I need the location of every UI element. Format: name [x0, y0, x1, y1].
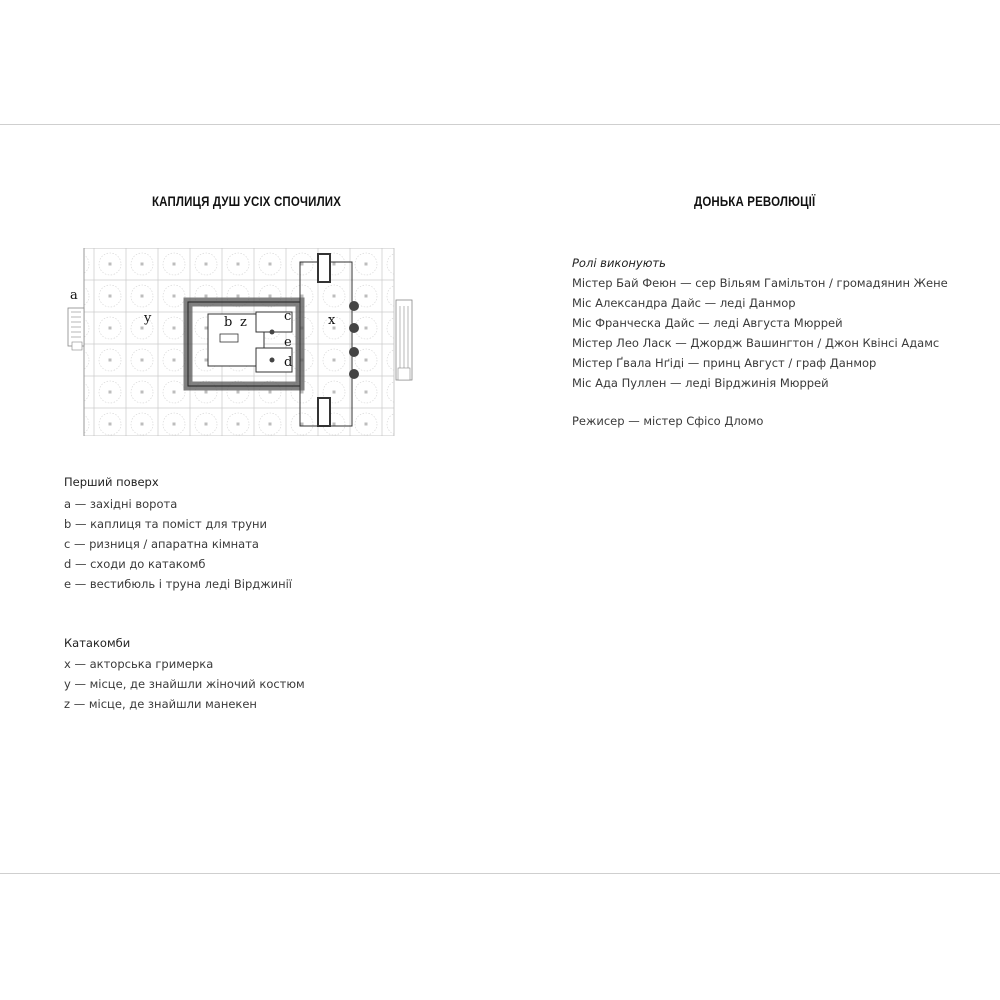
catacombs-legend	[64, 654, 305, 714]
legend-item: b — каплиця та поміст для труни	[64, 517, 268, 531]
plan-label-x: x	[328, 313, 336, 328]
plan-label-d: d	[284, 355, 293, 370]
cast-item: Містер Лео Ласк — Джордж Вашингтон / Джон Квінсі Адамс	[572, 336, 940, 350]
director-credit: Режисер — містер Сфісо Дломо	[572, 414, 764, 428]
play-title: ДОНЬКА РЕВОЛЮЦІЇ	[694, 193, 816, 209]
cast-item: Містер Бай Феюн — сер Вільям Гамільтон / громадянин Жене	[572, 276, 948, 290]
plan-label-z: z	[240, 315, 247, 330]
first-floor-legend	[64, 494, 292, 594]
cast-item: Міс Франческа Дайс — леді Августа Мюррей	[572, 316, 843, 330]
west-gate-steps	[68, 308, 84, 350]
cast-item: Містер Ґвала Нґіді — принц Август / граф Данмор	[572, 356, 877, 370]
plan-label-b: b	[224, 315, 233, 330]
legend-item: e — вестибюль і труна леді Вірджинії	[64, 577, 292, 591]
plan-label-y: y	[144, 311, 152, 326]
cast-item: Міс Ада Пуллен — леді Вірджинія Мюррей	[572, 376, 829, 390]
catacombs-heading: Катакомби	[64, 636, 131, 650]
legend-item: y — місце, де знайшли жіночий костюм	[64, 677, 305, 691]
legend-item: z — місце, де знайшли манекен	[64, 697, 257, 711]
chapel-title: КАПЛИЦЯ ДУШ УСІХ СПОЧИЛИХ	[152, 193, 342, 209]
legend-item: c — ризниця / апаратна кімната	[64, 537, 259, 551]
legend-item: x — акторська гримерка	[64, 657, 214, 671]
plan-label-e: e	[284, 335, 292, 350]
first-floor-heading: Перший поверх	[64, 475, 159, 489]
plan-label-a: a	[70, 288, 78, 303]
east-entrance-steps	[396, 300, 412, 380]
chapel-floor-plan	[62, 248, 416, 436]
legend-item: d — сходи до катакомб	[64, 557, 206, 571]
cast-list	[572, 273, 948, 393]
cast-item: Міс Александра Дайс — леді Данмор	[572, 296, 796, 310]
cast-heading: Ролі виконують	[572, 256, 666, 270]
legend-item: a — західні ворота	[64, 497, 178, 511]
plan-label-c: c	[284, 309, 292, 324]
